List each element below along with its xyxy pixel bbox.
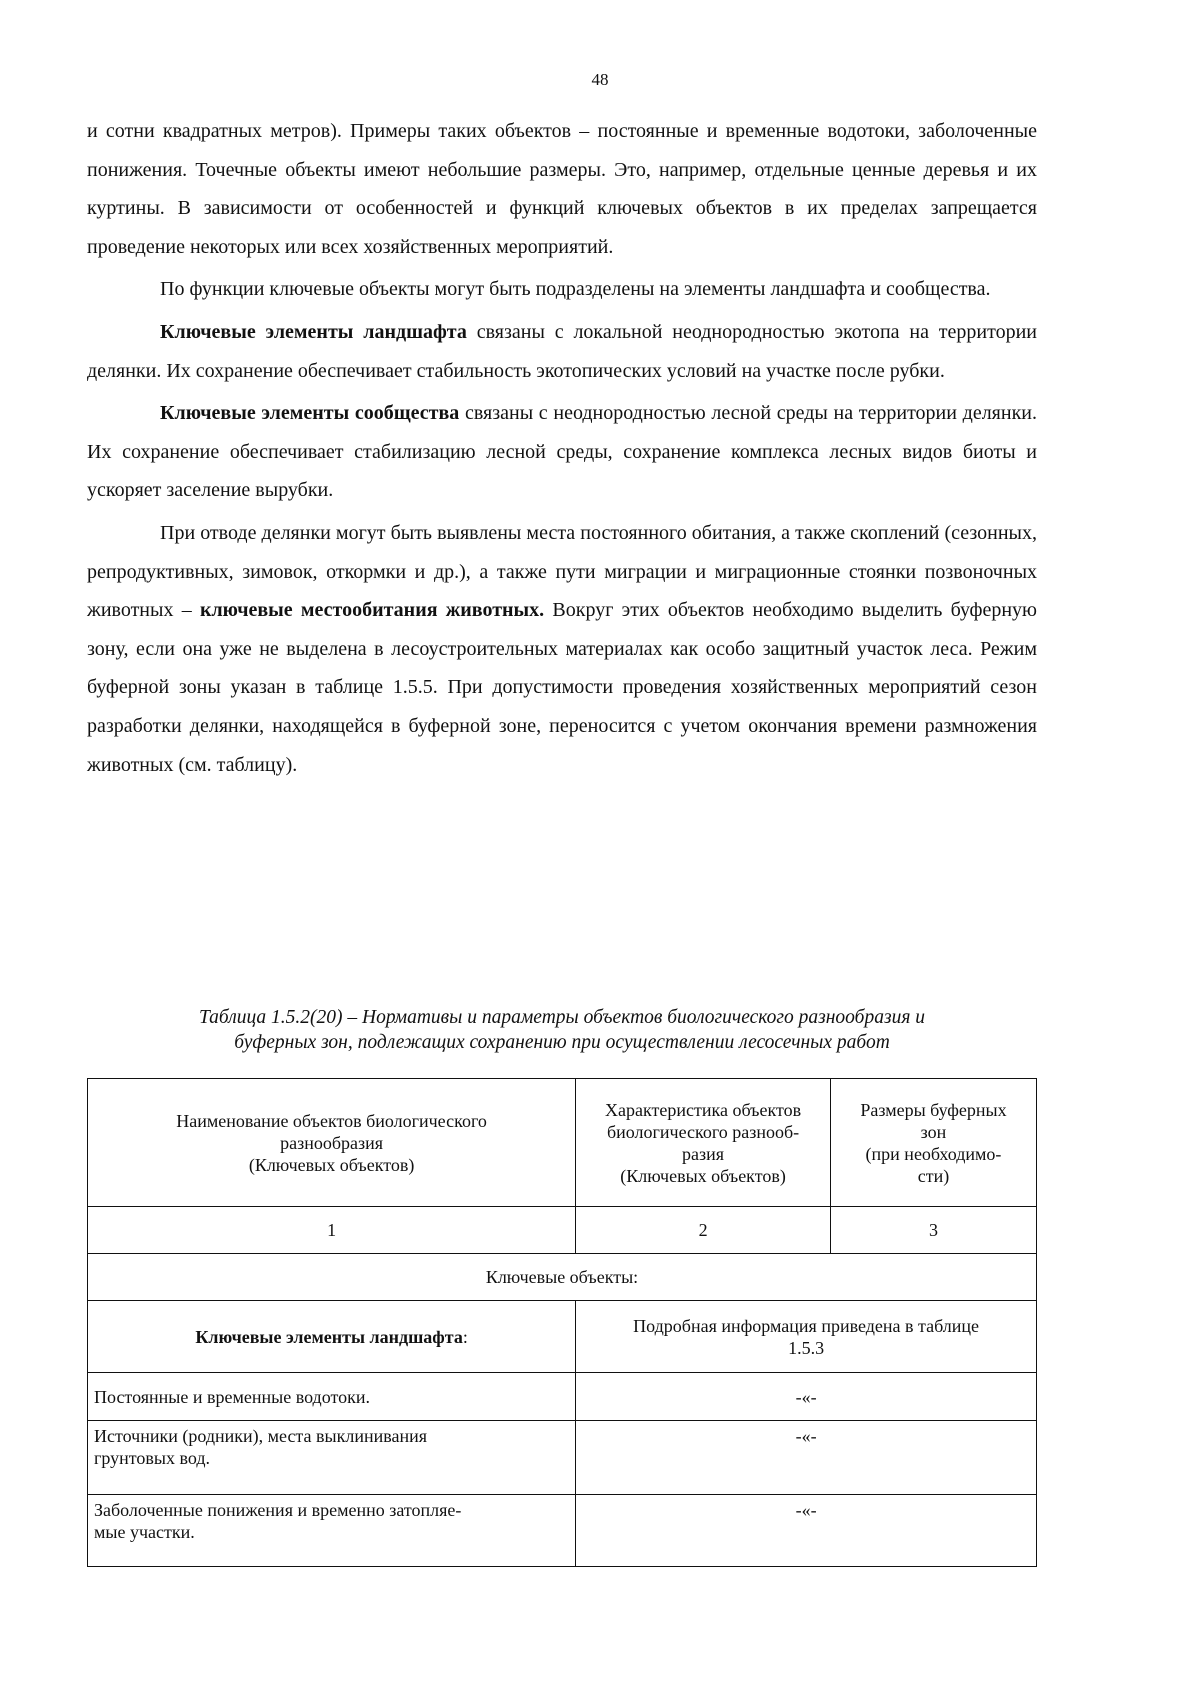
paragraph-2: По функции ключевые объекты могут быть подразделены на элементы ландшафта и сообщества.	[160, 278, 991, 301]
header-col-2-line-4: (Ключевых объектов)	[620, 1165, 786, 1186]
paragraph-5-text-rest: Вокруг этих объектов необходимо выделить буферную зону, если она уже не выделена в лесоустроительных материалах как особо защитный участок леса. Режим буферной зоны указан в таблице 1.5.5. При допустимости проведения хозяйственных мероприятий сезон разработки делянки, находящейся в буферной зоне, переносится с учетом окончания времени размножения животных (см. таблицу).	[87, 599, 1037, 776]
header-col-3-line-4: сти)	[917, 1165, 950, 1186]
column-number-1: 1	[88, 1207, 576, 1254]
table-row	[88, 1373, 1037, 1421]
table-caption	[87, 1005, 1037, 1055]
table-section-row	[88, 1254, 1037, 1301]
header-col-1-line-3: (Ключевых объектов)	[248, 1154, 415, 1175]
header-col-1-line-2: разнообразия	[280, 1132, 384, 1153]
table-row	[88, 1421, 1037, 1495]
table-subsection-row	[88, 1301, 1037, 1373]
table-row	[88, 1495, 1037, 1567]
row-3-name	[88, 1495, 576, 1567]
header-col-3-line-1: Размеры буферных	[860, 1099, 1007, 1120]
header-col-3-line-2: зон	[920, 1121, 947, 1142]
biodiversity-table	[87, 1078, 1037, 1567]
table-caption-line-2: буферных зон, подлежащих сохранению при осуществлении лесосечных работ	[234, 1032, 890, 1053]
header-col-1-line-1: Наименование объектов биологического	[176, 1110, 487, 1131]
subsection-info	[576, 1301, 1037, 1373]
row-2-name-line-1: Источники (родники), места выклинивания	[94, 1426, 428, 1446]
paragraph-1: и сотни квадратных метров). Примеры таких объектов – постоянные и временные водотоки, заболоченные понижения. Точечные объекты имеют небольшие размеры. Это, например, отдельные ценные деревья и их куртины. В зависимости от особенностей и функций ключевых объектов в их пределах запрещается проведение некоторых или всех хозяйственных мероприятий.	[87, 120, 1037, 258]
subsection-name	[88, 1301, 576, 1373]
row-1-value: -«-	[576, 1373, 1037, 1421]
term-landscape-elements: Ключевые элементы ландшафта	[160, 320, 467, 343]
term-community-elements: Ключевые элементы сообщества	[160, 402, 460, 425]
header-col-2-line-2: биологического разнооб-	[606, 1121, 800, 1142]
row-3-value: -«-	[576, 1495, 1037, 1567]
subsection-name-bold: Ключевые элементы ландшафта	[195, 1326, 463, 1347]
header-col-2	[576, 1079, 831, 1207]
paragraph-5-text-start: При отводе делянки могут быть выявлены места постоянного обитания, а также скоплений (сезонных, репродуктивных, зимовок, откормки и др.), а также пути миграции и миграционные стоянки позвоночных животных –	[87, 521, 1037, 622]
row-2-name	[88, 1421, 576, 1495]
paragraph-4-text: связаны с неоднородностью лесной среды на территории делянки. Их сохранение обеспечивает стабилизацию лесной среды, сохранение комплекса лесных видов биоты и ускоряет заселение вырубки.	[87, 402, 1038, 502]
row-3-name-line-1: Заболоченные понижения и временно затопляе-	[94, 1500, 462, 1520]
section-title: Ключевые объекты:	[88, 1254, 1037, 1301]
row-3-name-line-2: мые участки.	[94, 1522, 195, 1542]
term-key-habitats: ключевые местообитания животных.	[199, 599, 545, 622]
table-caption-line-1: Таблица 1.5.2(20) – Нормативы и параметры объектов биологического разнообразия и	[198, 1007, 926, 1028]
paragraph-4	[87, 394, 1037, 510]
body-text	[87, 112, 1037, 784]
page-number: 48	[591, 70, 609, 89]
row-2-name-line-2: грунтовых вод.	[94, 1448, 211, 1468]
paragraph-3-text: связаны с локальной неоднородностью экотопа на территории делянки. Их сохранение обеспечивает стабильность экотопических условий на участке после рубки.	[87, 320, 1037, 382]
subsection-info-line-1: Подробная информация приведена в таблице	[633, 1315, 980, 1336]
table-header-row	[88, 1079, 1037, 1207]
header-col-3	[830, 1079, 1036, 1207]
paragraph-3	[87, 313, 1037, 390]
header-col-3-line-3: (при необходимо-	[865, 1143, 1002, 1164]
subsection-name-colon: :	[462, 1326, 468, 1347]
column-number-2: 2	[576, 1207, 831, 1254]
column-number-3: 3	[830, 1207, 1036, 1254]
header-col-2-line-1: Характеристика объектов	[605, 1099, 802, 1120]
row-1-name: Постоянные и временные водотоки.	[88, 1373, 576, 1421]
table-number-row	[88, 1207, 1037, 1254]
row-2-value: -«-	[576, 1421, 1037, 1495]
header-col-2-line-3: разия	[682, 1143, 725, 1164]
paragraph-5	[87, 514, 1037, 784]
subsection-info-line-2: 1.5.3	[788, 1337, 825, 1358]
header-col-1	[88, 1079, 576, 1207]
